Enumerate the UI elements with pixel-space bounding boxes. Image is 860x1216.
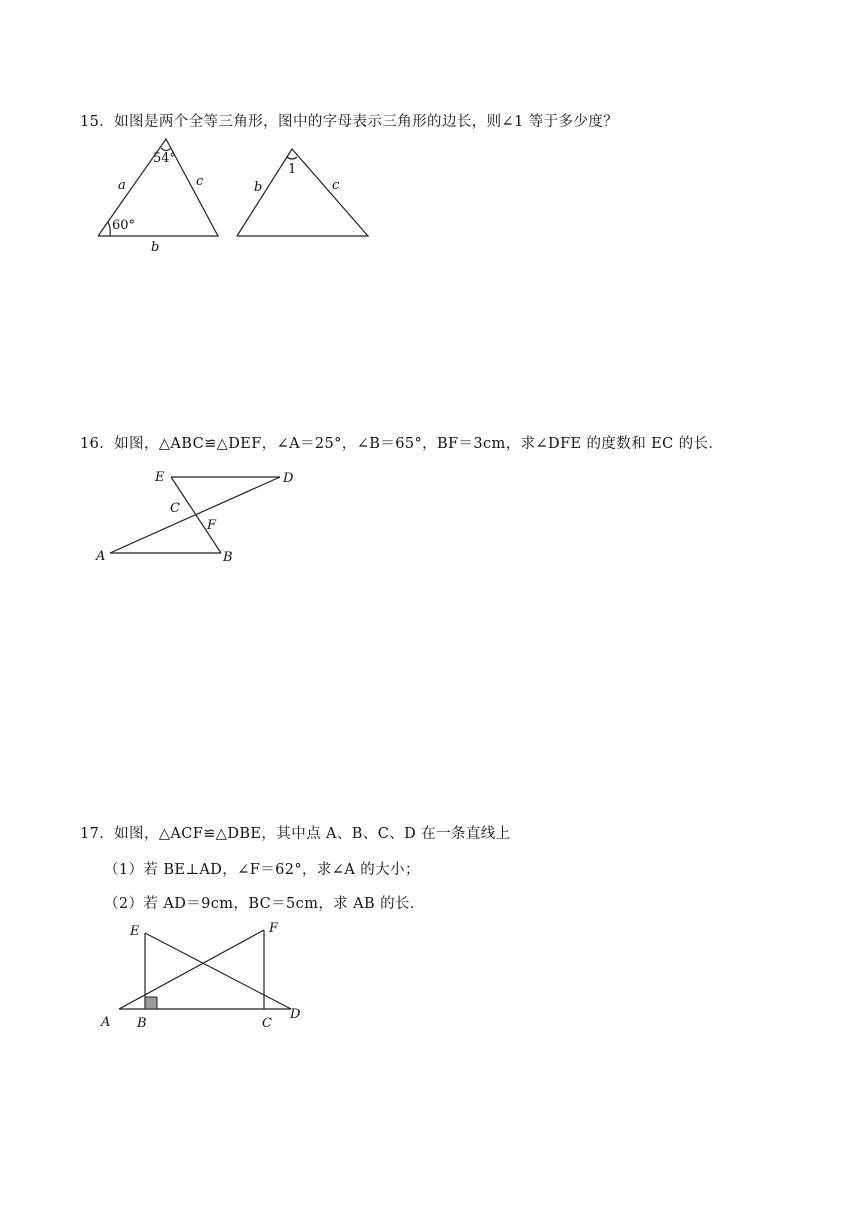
point-F: F [269,921,279,936]
label-54: 54° [153,151,177,166]
point-D: D [283,471,294,486]
point-C: C [262,1016,272,1031]
point-E: E [155,470,165,485]
point-E: E [130,924,140,939]
question-17-part-2: （2）若 AD＝9cm，BC＝5cm，求 AB 的长． [104,896,425,912]
label-a: a [118,178,126,193]
question-text: 如图是两个全等三角形，图中的字母表示三角形的边长，则∠1 等于多少度？ [114,114,619,130]
segment-AF [119,930,264,1009]
point-A: A [96,549,106,564]
point-A: A [101,1015,111,1030]
segment-ED [145,933,291,1009]
question-number: 17． [80,826,115,842]
label-b: b [151,240,160,255]
label-c2: c [332,178,340,193]
question-text: 如图，△ABC≌△DEF，∠A＝25°，∠B＝65°，BF＝3cm，求∠DFE 的度数和 EC 的长． [114,436,724,452]
label-60: 60° [112,218,136,233]
right-angle-marker [145,997,157,1009]
question-text: 如图，△ACF≌△DBE，其中点 A、B、C、D 在一条直线上 [114,826,511,842]
point-B: B [137,1016,147,1031]
question-number: 16． [80,436,115,452]
label-c: c [196,174,204,189]
point-C: C [170,501,180,516]
point-D: D [290,1007,301,1022]
question-17-part-1: （1）若 BE⊥AD，∠F＝62°，求∠A 的大小； [104,862,420,878]
question-number: 15． [80,114,115,130]
point-B: B [223,550,233,565]
point-F: F [207,518,217,533]
label-1: 1 [288,162,297,177]
label-b2: b [254,180,263,195]
